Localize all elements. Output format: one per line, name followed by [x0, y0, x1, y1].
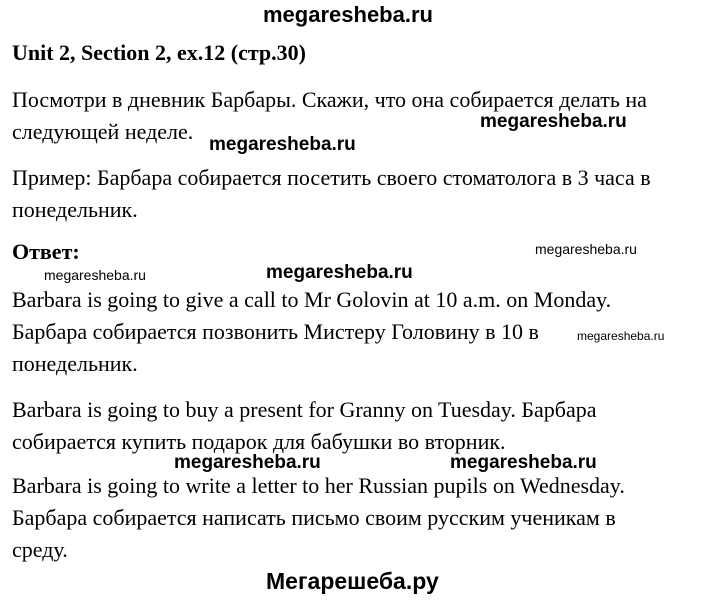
watermark: megaresheba.ru: [174, 452, 321, 473]
exercise-heading: Unit 2, Section 2, ex.12 (стр.30): [12, 40, 306, 65]
example-line-1: Пример: Барбара собирается посетить своего стоматолога в 3 часа в: [12, 165, 651, 190]
watermark: megaresheba.ru: [450, 452, 597, 473]
watermark: megaresheba.ru: [44, 267, 146, 283]
answer-label: Ответ:: [12, 239, 80, 264]
watermark: megaresheba.ru: [535, 241, 637, 257]
answer-2-line-1: Barbara is going to buy a present for Granny on Tuesday. Барбара: [12, 397, 597, 422]
answer-3-line-1: Barbara is going to write a letter to her Russian pupils on Wednesday.: [12, 473, 625, 498]
task-line-1: Посмотри в дневник Барбары. Скажи, что она собирается делать на: [12, 87, 647, 112]
answer-1-line-2: Барбара собирается позвонить Мистеру Головину в 10 в: [12, 319, 539, 344]
watermark: megaresheba.ru: [209, 134, 356, 155]
site-header-watermark: megaresheba.ru: [263, 2, 433, 27]
watermark: megaresheba.ru: [577, 329, 665, 343]
site-footer: Мегарешеба.ру: [266, 568, 439, 594]
answer-3-line-2: Барбара собирается написать письмо своим русским ученикам в: [12, 505, 616, 530]
watermark: megaresheba.ru: [266, 262, 413, 283]
answer-1-line-1: Barbara is going to give a call to Mr Golovin at 10 a.m. on Monday.: [12, 287, 612, 312]
task-line-2: следующей неделе.: [12, 119, 194, 144]
answer-2-line-2: собирается купить подарок для бабушки во вторник.: [12, 429, 506, 454]
answer-3-line-3: среду.: [12, 537, 68, 562]
watermark: megaresheba.ru: [480, 111, 627, 132]
answer-1-line-3: понедельник.: [12, 351, 138, 376]
example-line-2: понедельник.: [12, 197, 138, 222]
